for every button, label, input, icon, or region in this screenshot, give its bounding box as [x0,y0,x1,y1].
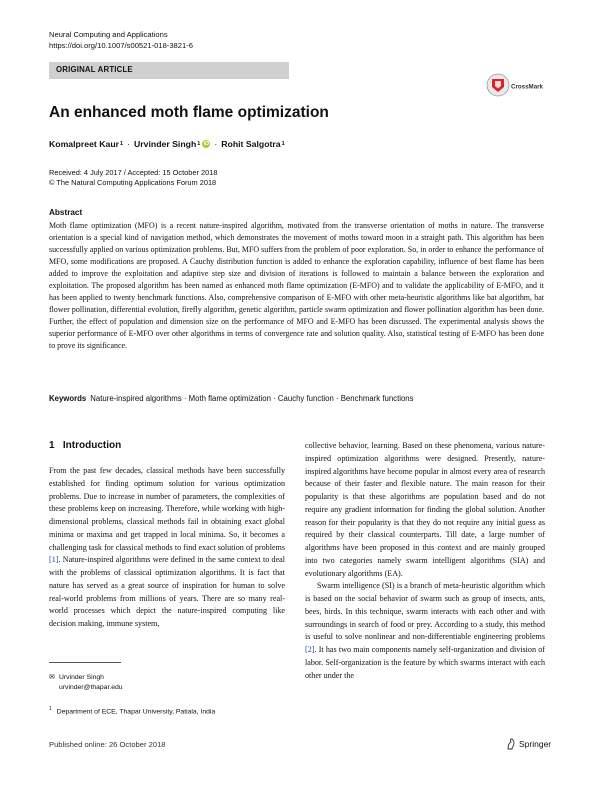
affiliation-marker: 1 [49,706,52,712]
section-title: Introduction [62,440,122,451]
affiliation-text: Department of ECE, Thapar University, Patiala, India [56,708,216,716]
affiliation [49,706,215,715]
published-online: Published online: 26 October 2018 [49,740,166,749]
crossmark-logo[interactable] [486,70,548,100]
corresponding-author-name: Urvinder Singh [59,674,104,681]
author-name: Rohit Salgotra [221,139,281,149]
corresponding-author-email[interactable]: urvinder@thapar.edu [59,684,123,691]
author-name: Komalpreet Kaur [49,139,120,149]
keywords-list: Nature-inspired algorithms · Moth flame optimization · Cauchy function · Benchmark functions [90,394,414,403]
paragraph [305,580,545,682]
paragraph-text: . Nature-inspired algorithms were defined in the same context to deal with the problems of classical optimization algorithms. It is fact that nature has served as a great source of inspiration for human to solve real-world problems from millions of years. There are so many real-world processes which depict the nature-inspired computing like decision making, immune system, [49,555,285,628]
author-affiliation-marker: 1 [120,141,124,147]
springer-horse-icon [506,738,516,750]
abstract-text: Moth flame optimization (MFO) is a recent nature-inspired algorithm, motivated from the transverse orientation of moths in nature. The transverse orientation is a special kind of navigation method, which demonstrates the movement of moths toward moon in a straight path. This algorithm has been successfully applied on various optimization problems. But, MFO suffers from the problem of poor exploration. So, in order to enhance the performance of MFO, some modifications are proposed. A Cauchy distribution function is added to enhance the exploration capability, influence of best flame has been added to improve the exploitation and adaptive step size and division of iterations is followed to maintain a balance between the exploration and exploitation. The proposed algorithm has been named as enhanced moth flame optimization (E-MFO) and to validate the applicability of E-MFO, and it has been applied to twenty benchmark functions. Also, comprehensive comparison of E-MFO with other meta-heuristic algorithms like bat algorithm, bat flower pollination, differential evolution, firefly algorithm, genetic algorithm, particle swarm optimization and flower pollination algorithm has been done. Further, the effect of population and dimension size on the performance of MFO and E-MFO has been discussed. The experimental analysis shows the superior performance of E-MFO over other algorithms in terms of convergence rate and solution quality. Also, statistical testing of E-MFO has been done to prove its significance. [49,221,544,351]
publisher-logo [506,738,551,750]
doi-link[interactable]: https://doi.org/10.1007/s00521-018-3821-6 [49,41,193,50]
section-number: 1 [49,440,55,451]
keywords [49,394,544,403]
crossmark-label: CrossMark [511,83,543,91]
article-type-band [49,62,289,79]
paragraph-text: . It has two main components namely self-organization and division of labor. Self-organization is the feature by which swarms interact with each other under the [305,645,545,680]
journal-header [49,29,193,51]
paper-title: An enhanced moth flame optimization [49,104,329,121]
abstract-heading: Abstract [49,208,83,217]
citation-link[interactable]: [1] [49,555,59,565]
paragraph: collective behavior, learning. Based on these phenomena, various nature-inspired optimization algorithms were designed. Presently, nature-inspired algorithms have become popular in almost every area of research because of their faster and flexible nature. The main reason for their popularity is that these algorithms are population based and do not require any gradient information for finding the global solution. Another reason for their popularity is that they do not require any initial guess as required by their classical counterparts. Till date, a large number of algorithms have been proposed in this context and are mainly grouped into two categories namely swarm intelligent algorithms (SIA) and evolutionary algorithms (EA). [305,441,545,578]
paragraph-text: From the past few decades, classical methods have been successfully established for finding optimum solution for various optimization problems. Due to increase in number of parameters, the complexities of these problems keep on increasing. Therefore, while working with high-dimensional problems, classical methods fail in obtaining exact global minima or maxima and get trapped in local minima. So, it becomes a challenging task for classical methods to find exact solution of problems [49,466,285,552]
copyright: © The Natural Computing Applications Forum 2018 [49,178,217,187]
author-separator: · [127,139,130,149]
section-heading [49,440,121,451]
author-affiliation-marker: 1 [281,141,285,147]
article-dates [49,168,217,188]
citation-link[interactable]: [2] [305,645,315,654]
footnote-divider [49,662,121,663]
received-accepted: Received: 4 July 2017 / Accepted: 15 October 2018 [49,168,218,177]
author-separator: · [214,139,218,149]
corresponding-author [49,673,123,693]
envelope-icon: ✉ [49,674,55,681]
column-left-text [49,465,285,631]
article-type: ORIGINAL ARTICLE [56,65,133,74]
paragraph-text: Swarm intelligence (SI) is a branch of meta-heuristic algorithm which is based on the social behavior of swarm such as group of insects, ants, bees, birds. In this technique, swarm interacts with each other and with surroundings in search of food or prey. According to a study, this method is useful to solve nonlinear and non-differentiable engineering problems [305,581,545,642]
author-list [49,139,285,149]
author-name: Urvinder Singh [133,139,197,149]
author-affiliation-marker: 1 [197,141,201,147]
publisher-name: Springer [519,739,552,749]
keywords-label: Keywords [49,394,87,403]
column-right-text [305,440,545,682]
journal-name: Neural Computing and Applications [49,30,168,39]
orcid-icon[interactable]: iD [203,141,210,147]
